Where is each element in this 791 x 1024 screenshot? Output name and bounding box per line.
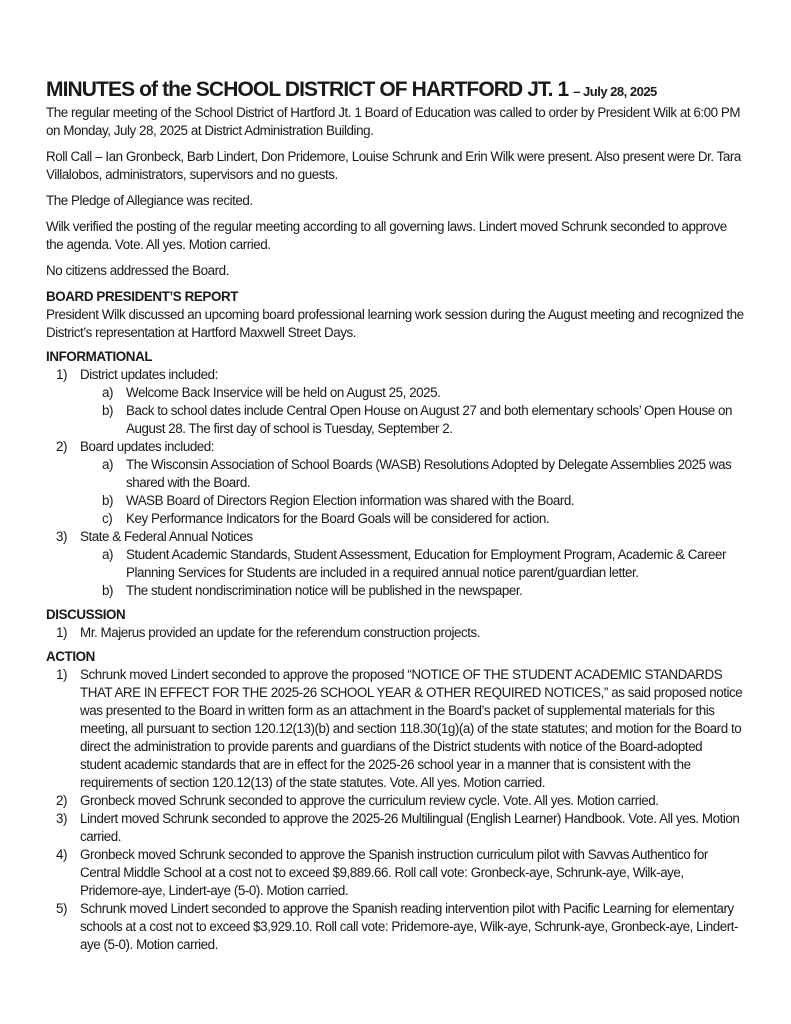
item-text: Mr. Majerus provided an update for the referendum construction projects. <box>80 625 481 640</box>
list-item <box>46 624 746 642</box>
roll-call-paragraph: Roll Call – Ian Gronbeck, Barb Lindert, Don Pridemore, Louise Schrunk and Erin Wilk were present. Also present were Dr. Tara Villalobos, administrators, supervisors and no guests. <box>46 149 741 182</box>
item-text: Schrunk moved Lindert seconded to approve the Spanish reading intervention pilot with Pacific Learning for elementary schools at a cost not to exceed $3,929.10. Roll call vote: Pridemore-aye, Wilk-aye, Schrunk-aye, Gronbeck-aye, Lindert-aye (5-0). Motion carried. <box>80 901 738 952</box>
sub-list-item <box>46 384 746 402</box>
item-text: State & Federal Annual Notices <box>80 529 253 544</box>
item-text: Key Performance Indicators for the Board Goals will be considered for action. <box>126 511 550 526</box>
sub-list-item <box>46 456 746 492</box>
informational-heading: INFORMATIONAL <box>46 349 153 364</box>
item-text: Welcome Back Inservice will be held on August 25, 2025. <box>126 385 441 400</box>
item-number: 4) <box>56 847 68 862</box>
list-item <box>46 810 746 846</box>
item-letter: a) <box>102 385 114 400</box>
list-item <box>46 666 746 792</box>
discussion-list <box>46 624 746 642</box>
sub-list-item <box>46 582 746 600</box>
list-item <box>46 528 746 546</box>
item-text: District updates included: <box>80 367 218 382</box>
item-text: Schrunk moved Lindert seconded to approve the proposed “NOTICE OF THE STUDENT ACADEMIC STANDARDS THAT ARE IN EFFECT FOR THE 2025-26 SCHOOL YEAR & OTHER REQUIRED NOTICES,” as said proposed notice was presented to the Board in written form as an attachment in the Board’s packet of supplemental materials for this meeting, all pursuant to section 120.12(13)(b) and section 118.30(1g)(a) of the state statutes; and motion for the Board to direct the administration to provide parents and guardians of the District students with notice of the Board-adopted student academic standards that are in effect for the 2025-26 school year in a manner that is consistent with the requirements of section 120.12(13) of the state statutes. Vote. All yes. Motion carried. <box>80 667 743 790</box>
item-letter: c) <box>102 511 113 526</box>
item-text: Gronbeck moved Schrunk seconded to approve the Spanish instruction curriculum pilot with Savvas Authentico for Central Middle School at a cost not to exceed $9,889.66. Roll call vote: Gronbeck-aye, Schrunk-aye, Wilk-aye, Pridemore-aye, Lindert-aye (5-0). Motion carried. <box>80 847 708 898</box>
sub-list-item <box>46 492 746 510</box>
minutes-page <box>46 78 746 960</box>
sub-list-item <box>46 510 746 528</box>
item-letter: b) <box>102 583 114 598</box>
item-letter: a) <box>102 547 114 562</box>
item-letter: b) <box>102 403 114 418</box>
item-number: 2) <box>56 439 68 454</box>
item-text: Board updates included: <box>80 439 215 454</box>
citizens-paragraph: No citizens addressed the Board. <box>46 263 229 278</box>
title-text: MINUTES of the SCHOOL DISTRICT OF HARTFORD JT. 1 <box>46 78 569 101</box>
item-letter: a) <box>102 457 114 472</box>
sub-list-item <box>46 546 746 582</box>
list-item <box>46 792 746 810</box>
discussion-heading: DISCUSSION <box>46 607 126 622</box>
item-letter: b) <box>102 493 114 508</box>
item-number: 3) <box>56 811 68 826</box>
sub-list-item <box>46 402 746 438</box>
item-number: 1) <box>56 667 68 682</box>
call-to-order-paragraph: The regular meeting of the School District of Hartford Jt. 1 Board of Education was called to order by President Wilk at 6:00 PM on Monday, July 28, 2025 at District Administration Building. <box>46 105 741 138</box>
title-date: – July 28, 2025 <box>573 84 657 99</box>
list-item <box>46 900 746 954</box>
list-item <box>46 438 746 456</box>
pledge-paragraph: The Pledge of Allegiance was recited. <box>46 193 253 208</box>
item-text: Back to school dates include Central Open House on August 27 and both elementary schools’ Open House on August 28. The first day of school is Tuesday, September 2. <box>126 403 732 436</box>
informational-list <box>46 366 746 600</box>
document-title <box>46 78 746 104</box>
item-number: 1) <box>56 367 68 382</box>
list-item <box>46 366 746 384</box>
president-report-heading: BOARD PRESIDENT’S REPORT <box>46 289 239 304</box>
item-text: The student nondiscrimination notice will be published in the newspaper. <box>126 583 523 598</box>
president-report-section <box>46 288 746 342</box>
item-number: 2) <box>56 793 68 808</box>
informational-section <box>46 348 746 600</box>
item-number: 5) <box>56 901 68 916</box>
action-list <box>46 666 746 954</box>
item-number: 1) <box>56 625 68 640</box>
discussion-section <box>46 606 746 642</box>
item-text: Student Academic Standards, Student Assessment, Education for Employment Program, Academic & Career Planning Services for Students are included in a required annual notice parent/guardian letter. <box>126 547 727 580</box>
action-section <box>46 648 746 954</box>
agenda-approval-paragraph: Wilk verified the posting of the regular meeting according to all governing laws. Lindert moved Schrunk seconded to approve the agenda. Vote. All yes. Motion carried. <box>46 219 727 252</box>
item-text: Gronbeck moved Schrunk seconded to approve the curriculum review cycle. Vote. All yes. Motion carried. <box>80 793 659 808</box>
item-text: The Wisconsin Association of School Boards (WASB) Resolutions Adopted by Delegate Assemblies 2025 was shared with the Board. <box>126 457 732 490</box>
item-text: Lindert moved Schrunk seconded to approve the 2025-26 Multilingual (English Learner) Handbook. Vote. All yes. Motion carried. <box>80 811 740 844</box>
item-number: 3) <box>56 529 68 544</box>
action-heading: ACTION <box>46 649 95 664</box>
president-report-text: President Wilk discussed an upcoming board professional learning work session during the August meeting and recognized the District’s representation at Hartford Maxwell Street Days. <box>46 307 744 340</box>
list-item <box>46 846 746 900</box>
item-text: WASB Board of Directors Region Election information was shared with the Board. <box>126 493 575 508</box>
